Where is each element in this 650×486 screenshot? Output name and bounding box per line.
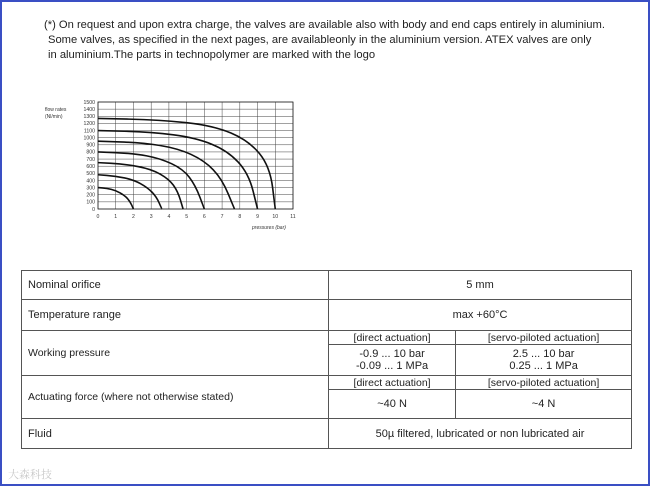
y-tick-label-500: 500 bbox=[86, 171, 95, 178]
y-tick-label-1100: 1100 bbox=[83, 128, 95, 135]
y-tick-label-800: 800 bbox=[86, 149, 95, 156]
flow-rate-chart bbox=[40, 96, 310, 236]
note-line-3: in aluminium.The parts in technopolymer are marked with the logo bbox=[48, 49, 376, 61]
x-tick-label-2: 2 bbox=[132, 214, 135, 220]
y-tick-label-1200: 1200 bbox=[83, 121, 95, 128]
y-tick-label-400: 400 bbox=[86, 178, 95, 185]
note-line-1: (*) On request and upon extra charge, the valves are available also with body and end caps entirely in aluminium. bbox=[44, 19, 605, 31]
y-tick-label-900: 900 bbox=[86, 142, 95, 149]
aluminium-note bbox=[44, 18, 624, 63]
x-tick-label-11: 11 bbox=[290, 214, 296, 220]
actuating-force-servo-header: [servo-piloted actuation] bbox=[456, 376, 632, 390]
working-pressure-direct-value bbox=[329, 345, 456, 376]
temperature-range-label: Temperature range bbox=[22, 300, 329, 331]
y-tick-label-200: 200 bbox=[86, 192, 95, 199]
nominal-orifice-value: 5 mm bbox=[329, 271, 632, 300]
x-tick-label-7: 7 bbox=[220, 214, 224, 220]
actuating-force-servo-value: ~4 N bbox=[456, 390, 632, 419]
temperature-range-value: max +60°C bbox=[329, 300, 632, 331]
y-tick-label-1000: 1000 bbox=[83, 135, 95, 142]
x-tick-label-3: 3 bbox=[149, 214, 153, 220]
chart-ylabel-1: flow rates bbox=[45, 107, 67, 113]
working-pressure-direct-mpa: -0.09 ... 1 MPa bbox=[356, 360, 429, 372]
x-tick-label-5: 5 bbox=[185, 214, 189, 220]
working-pressure-direct-header: [direct actuation] bbox=[329, 331, 456, 345]
working-pressure-servo-bar: 2.5 ... 10 bar bbox=[512, 348, 575, 360]
working-pressure-servo-value bbox=[456, 345, 632, 376]
y-tick-label-100: 100 bbox=[86, 199, 95, 206]
y-tick-label-1300: 1300 bbox=[83, 114, 95, 121]
working-pressure-direct-bar: -0.9 ... 10 bar bbox=[359, 348, 425, 360]
series-curve-2 bbox=[98, 175, 162, 209]
table-row-nominal-orifice bbox=[22, 271, 632, 300]
x-tick-label-10: 10 bbox=[272, 214, 279, 220]
note-line-2: Some valves, as specified in the next pages, are availableonly in the aluminium version. ATEX valves are only bbox=[48, 34, 592, 46]
series-curve-5 bbox=[98, 141, 235, 209]
working-pressure-servo-header: [servo-piloted actuation] bbox=[456, 331, 632, 345]
table-row-actuating-force-headers bbox=[22, 376, 632, 390]
fluid-label: Fluid bbox=[22, 419, 329, 449]
chart-plot-area bbox=[98, 102, 293, 209]
actuating-force-direct-header: [direct actuation] bbox=[329, 376, 456, 390]
watermark: 大森科技 bbox=[8, 469, 52, 481]
flow-rate-chart-svg bbox=[40, 96, 310, 236]
chart-ylabel-2: (Nl/min) bbox=[45, 114, 63, 120]
table-row-temperature-range bbox=[22, 300, 632, 331]
fluid-value: 50µ filtered, lubricated or non lubricated air bbox=[329, 419, 632, 449]
x-tick-label-0: 0 bbox=[96, 214, 100, 220]
chart-xlabel: pressures (bar) bbox=[252, 225, 286, 231]
actuating-force-label: Actuating force (where not otherwise stated) bbox=[22, 376, 329, 419]
actuating-force-direct-value: ~40 N bbox=[329, 390, 456, 419]
x-tick-label-6: 6 bbox=[202, 214, 206, 220]
y-tick-label-700: 700 bbox=[86, 156, 95, 163]
y-tick-label-0: 0 bbox=[92, 206, 95, 213]
specifications-table bbox=[21, 270, 632, 449]
y-tick-label-300: 300 bbox=[86, 185, 95, 192]
table-row-fluid bbox=[22, 419, 632, 449]
y-tick-label-600: 600 bbox=[86, 164, 95, 170]
working-pressure-servo-mpa: 0.25 ... 1 MPa bbox=[509, 360, 578, 372]
x-tick-label-8: 8 bbox=[238, 214, 242, 220]
nominal-orifice-label: Nominal orifice bbox=[22, 271, 329, 300]
table-row-working-pressure-headers bbox=[22, 331, 632, 345]
x-tick-label-4: 4 bbox=[167, 214, 171, 220]
y-tick-label-1500: 1500 bbox=[83, 99, 95, 106]
x-tick-label-1: 1 bbox=[114, 214, 118, 220]
y-tick-label-1400: 1400 bbox=[83, 106, 95, 113]
x-tick-label-9: 9 bbox=[256, 214, 259, 220]
working-pressure-label: Working pressure bbox=[22, 331, 329, 376]
